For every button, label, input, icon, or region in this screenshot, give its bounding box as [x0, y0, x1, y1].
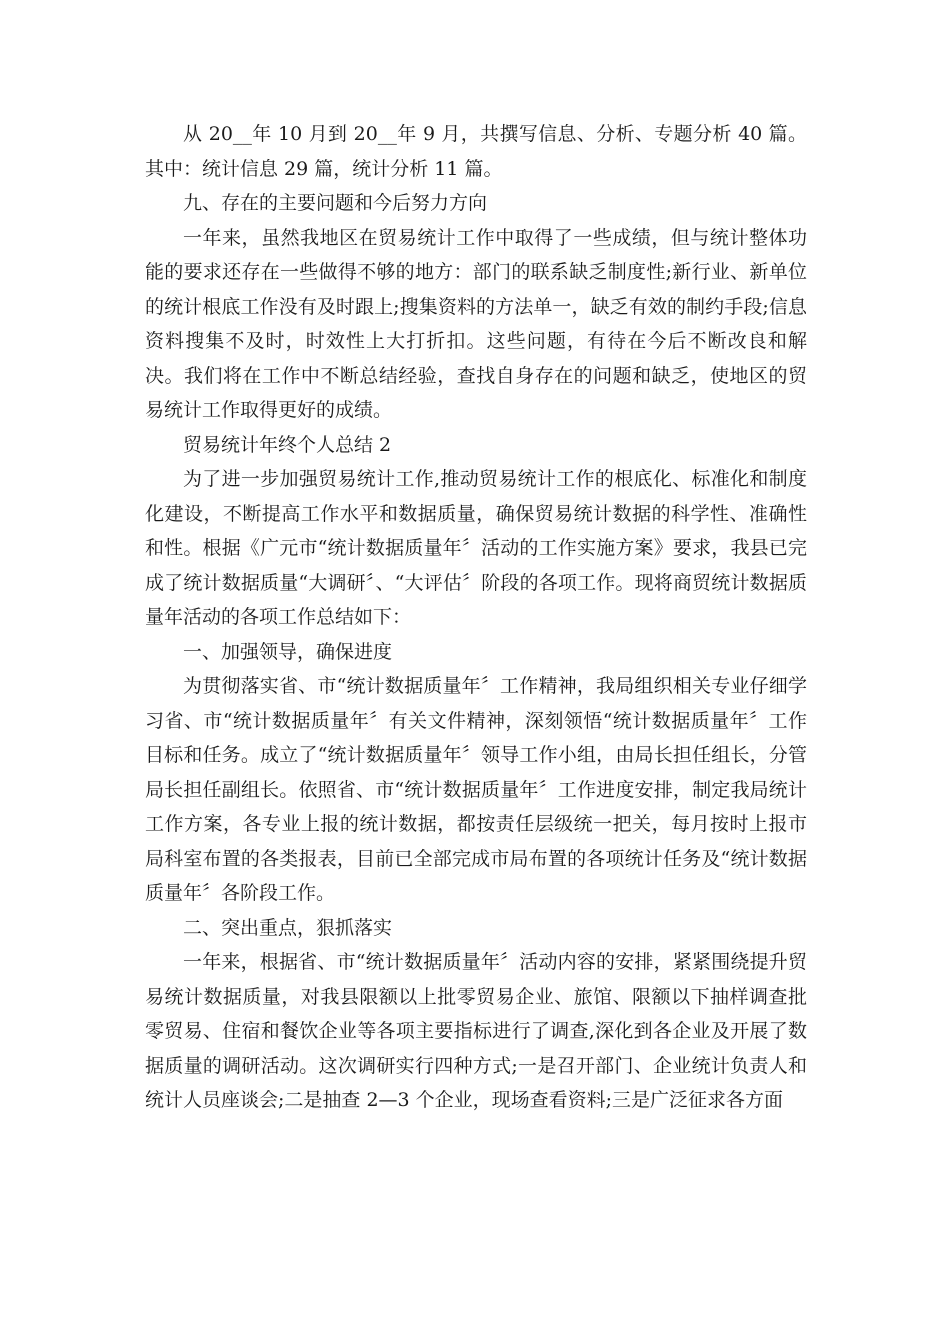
- paragraph-publication-count: 从 20__年 10 月到 20__年 9 月，共撰写信息、分析、专题分析 40 篇。其中：统计信息 29 篇，统计分析 11 篇。: [145, 123, 807, 180]
- paragraph-intro: 为了进一步加强贸易统计工作,推动贸易统计工作的根底化、标准化和制度化建设，不断提高工作水平和数据质量，确保贸易统计数据的科学性、准确性和性。根据《广元市“统计数据质量年〞活动的工作实施方案》要求，我县已完成了统计数据质量“大调研〞、“大评估〞阶段的各项工作。现将商贸统计数据质量年活动的各项工作总结如下：: [145, 468, 807, 628]
- section-heading-problems: 九、存在的主要问题和今后努力方向: [183, 192, 488, 214]
- document-page: [145, 117, 807, 1118]
- section-heading-focus: 二、突出重点，狠抓落实: [183, 916, 393, 939]
- paragraph-leadership: 为贯彻落实省、市“统计数据质量年〞工作精神，我局组织相关专业仔细学习省、市“统计数据质量年〞有关文件精神，深刻领悟“统计数据质量年〞工作目标和任务。成立了“统计数据质量年〞领导工作小组，由局长担任组长，分管局长担任副组长。依照省、市“统计数据质量年〞工作进度安排，制定我局统计工作方案，各专业上报的统计数据，都按责任层级统一把关，每月按时上报市局科室布置的各类报表，目前已全部完成市局布置的各项统计任务及“统计数据质量年〞各阶段工作。: [145, 675, 807, 904]
- paragraph-problems: 一年来，虽然我地区在贸易统计工作中取得了一些成绩，但与统计整体功能的要求还存在一些做得不够的地方：部门的联系缺乏制度性;新行业、新单位的统计根底工作没有及时跟上;搜集资料的方法单一，缺乏有效的制约手段;信息资料搜集不及时，时效性上大打折扣。这些问题，有待在今后不断改良和解决。我们将在工作中不断总结经验，查找自身存在的问题和缺乏，使地区的贸易统计工作取得更好的成绩。: [145, 226, 807, 421]
- section-heading-leadership: 一、加强领导，确保进度: [183, 640, 393, 663]
- paragraph-focus: 一年来，根据省、市“统计数据质量年〞活动内容的安排，紧紧围绕提升贸易统计数据质量，对我县限额以上批零贸易企业、旅馆、限额以下抽样调查批零贸易、住宿和餐饮企业等各项主要指标进行了调查,深化到各企业及开展了数据质量的调研活动。这次调研实行四种方式;一是召开部门、企业统计负责人和统计人员座谈会;二是抽查 2—3 个企业，现场查看资料;三是广泛征求各方面: [145, 951, 807, 1111]
- document-subtitle-summary-2: 贸易统计年终个人总结 2: [183, 433, 392, 456]
